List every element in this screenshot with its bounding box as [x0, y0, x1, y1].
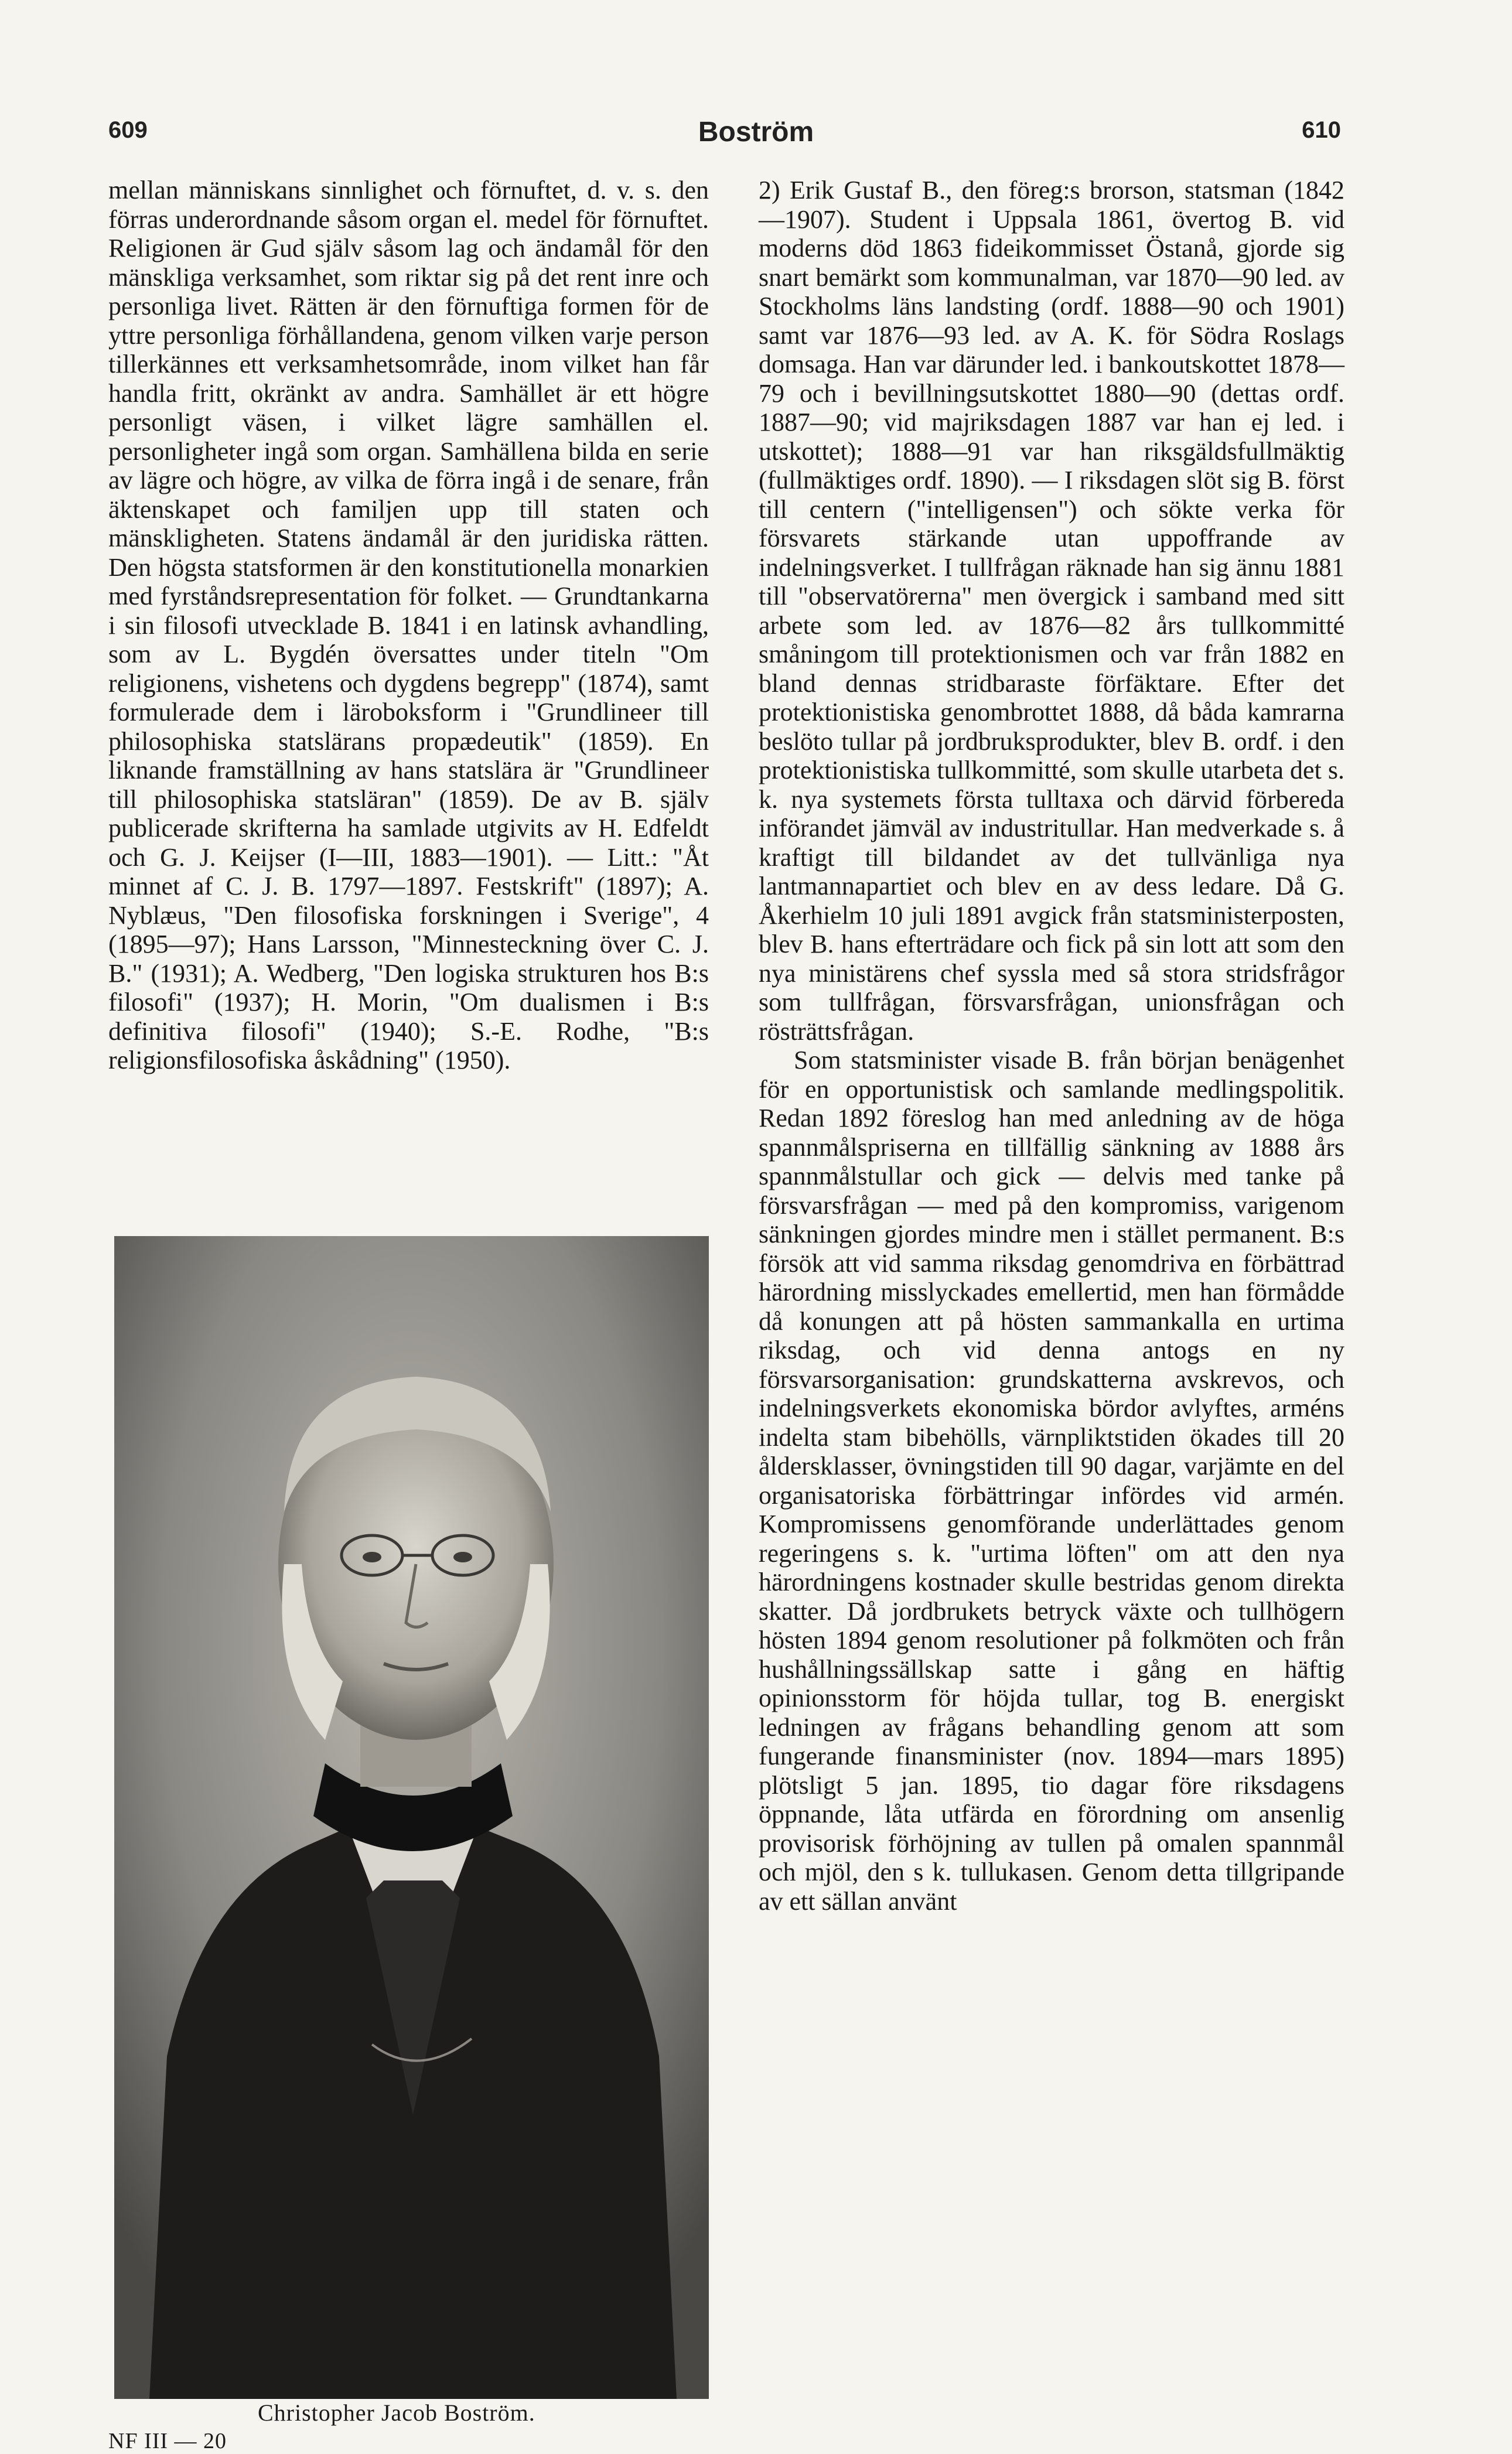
left-column: [108, 176, 709, 1075]
right-paragraph-2: Som statsminister visade B. från början benägenhet för en opportunistisk och samlande medlingspolitik. Redan 1892 föreslog han med anledning av de höga spannmålspriserna en tillfällig sänkning av 1888 års spannmålstullar och gick — delvis med tanke på försvarsfrågan — med på den kompromiss, varigenom sänkningen gjordes mindre men i stället permanent. B:s försök att vid samma riksdag genomdriva en förbättrad härordning misslyckades emellertid, men han förmådde då konungen att på hösten sammankalla en urtima riksdag, och vid denna antogs en ny försvarsorganisation: grundskatterna avskrevos, och indelningsverkets ekonomiska bördor avlyftes, arméns indelta stam bibehölls, värnpliktstiden ökades till 20 åldersklasser, övningstiden till 90 dagar, varjämte en del organisatoriska förbättringar infördes vid armén. Kompromissens genomförande underlättades genom regeringens s. k. "urtima löften" om att den nya härordningens kostnader skulle bestridas genom direkta skatter. Då jordbrukets betryck växte och tullhögern hösten 1894 genom resolutioner på folkmöten och från hushållningssällskap satte i gång en häftig opinionsstorm för höjda tullar, tog B. energiskt ledningen av frågans behandling genom att som fungerande finansminister (nov. 1894—mars 1895) plötsligt 5 jan. 1895, tio dagar före riksdagens öppnande, låta utfärda en förordning om ansenlig provisorisk förhöjning av tullen på omalen spannmål och mjöl, den s k. tullukasen. Genom detta tillgripande av ett sällan använt: [759, 1046, 1344, 1916]
page-number-right: 610: [1302, 117, 1341, 143]
page-number-left: 609: [108, 117, 148, 143]
running-head-title: Boström: [698, 117, 814, 148]
signature-mark: NF III — 20: [108, 2429, 227, 2453]
portrait-image: [114, 1236, 709, 2399]
right-column: [759, 176, 1344, 1916]
left-paragraph: mellan människans sinnlighet och förnuftet, d. v. s. den förras underordnande såsom organ el. medel för förnuftet. Religionen är Gud själv såsom lag och ändamål för den mänskliga verksamhet, som riktar sig på det rent inre och personliga livet. Rätten är den förnuftiga formen för de yttre personliga förhållandena, genom vilken varje person tillerkännes ett verksamhetsområde, inom vilket han får handla fritt, okränkt av andra. Samhället är ett högre personligt väsen, i vilket lägre samhällen el. personligheter ingå som organ. Samhällena bilda en serie av lägre och högre, av vilka de förra ingå i de senare, från äktenskapet och familjen upp till staten och mänskligheten. Statens ändamål är den juridiska rätten. Den högsta statsformen är den konstitutionella monarkien med fyrståndsrepresentation för folket. — Grundtankarna i sin filosofi utvecklade B. 1841 i en latinsk avhandling, som av L. Bygdén översattes under titeln "Om religionens, vishetens och dygdens begrepp" (1874), samt formulerade dem i läroboksform i "Grundlineer till philosophiska statslärans propædeutik" (1859). En liknande framställning av hans statslära är "Grundlineer till philosophiska statsläran" (1859). De av B. själv publicerade skrifterna ha samlade utgivits av H. Edfeldt och G. J. Keijser (I—III, 1883—1901). — Litt.: "Åt minnet af C. J. B. 1797—1897. Festskrift" (1897); A. Nyblæus, "Den filosofiska forskningen i Sverige", 4 (1895—97); Hans Larsson, "Minnesteckning över C. J. B." (1931); A. Wedberg, "Den logiska strukturen hos B:s filosofi" (1937); H. Morin, "Om dualismen i B:s definitiva filosofi" (1940); S.-E. Rodhe, "B:s religionsfilosofiska åskådning" (1950).: [108, 176, 709, 1074]
right-paragraph-1: 2) Erik Gustaf B., den föreg:s brorson, statsman (1842—1907). Student i Uppsala 1861, övertog B. vid moderns död 1863 fideikommisset Östanå, gjorde sig snart bemärkt som kommunalman, var 1870—90 led. av Stockholms läns landsting (ordf. 1888—90 och 1901) samt var 1876—93 led. av A. K. för Södra Roslags domsaga. Han var därunder led. i bankoutskottet 1878—79 och i bevillningsutskottet 1880—90 (dettas ordf. 1887—90; vid majriksdagen 1887 var han ej led. i utskottet); 1888—91 var han riksgäldsfullmäktig (fullmäktiges ordf. 1890). — I riksdagen slöt sig B. först till centern ("intelligensen") och sökte verka för försvarets stärkande utan uppoffrande av indelningsverket. I tullfrågan räknade han sig ännu 1881 till "observatörerna" men övergick i samband med sitt arbete som led. av 1876—82 års tullkommitté småningom till protektionismen och var från 1882 en bland dennas stridbaraste förfäktare. Efter det protektionistiska genombrottet 1888, då båda kamrarna beslöto tullar på jordbruksprodukter, blev B. ordf. i den protektionistiska tullkommitté, som skulle utarbeta det s. k. nya systemets första tulltaxa och därvid förbereda införandet jämväl av industritullar. Han medverkade s. å kraftigt till bildandet av det tullvänliga nya lantmannapartiet och blev en av dess ledare. Då G. Åkerhielm 10 juli 1891 avgick från statsministerposten, blev B. hans efterträdare och fick på sin lott att som den nya ministärens chef syssla med så stora stridsfrågor som tullfrågan, försvarsfrågan, unionsfrågan och rösträttsfrågan.: [759, 176, 1344, 1046]
portrait-caption: Christopher Jacob Boström.: [258, 2400, 535, 2426]
portrait-photo: [114, 1236, 709, 2399]
